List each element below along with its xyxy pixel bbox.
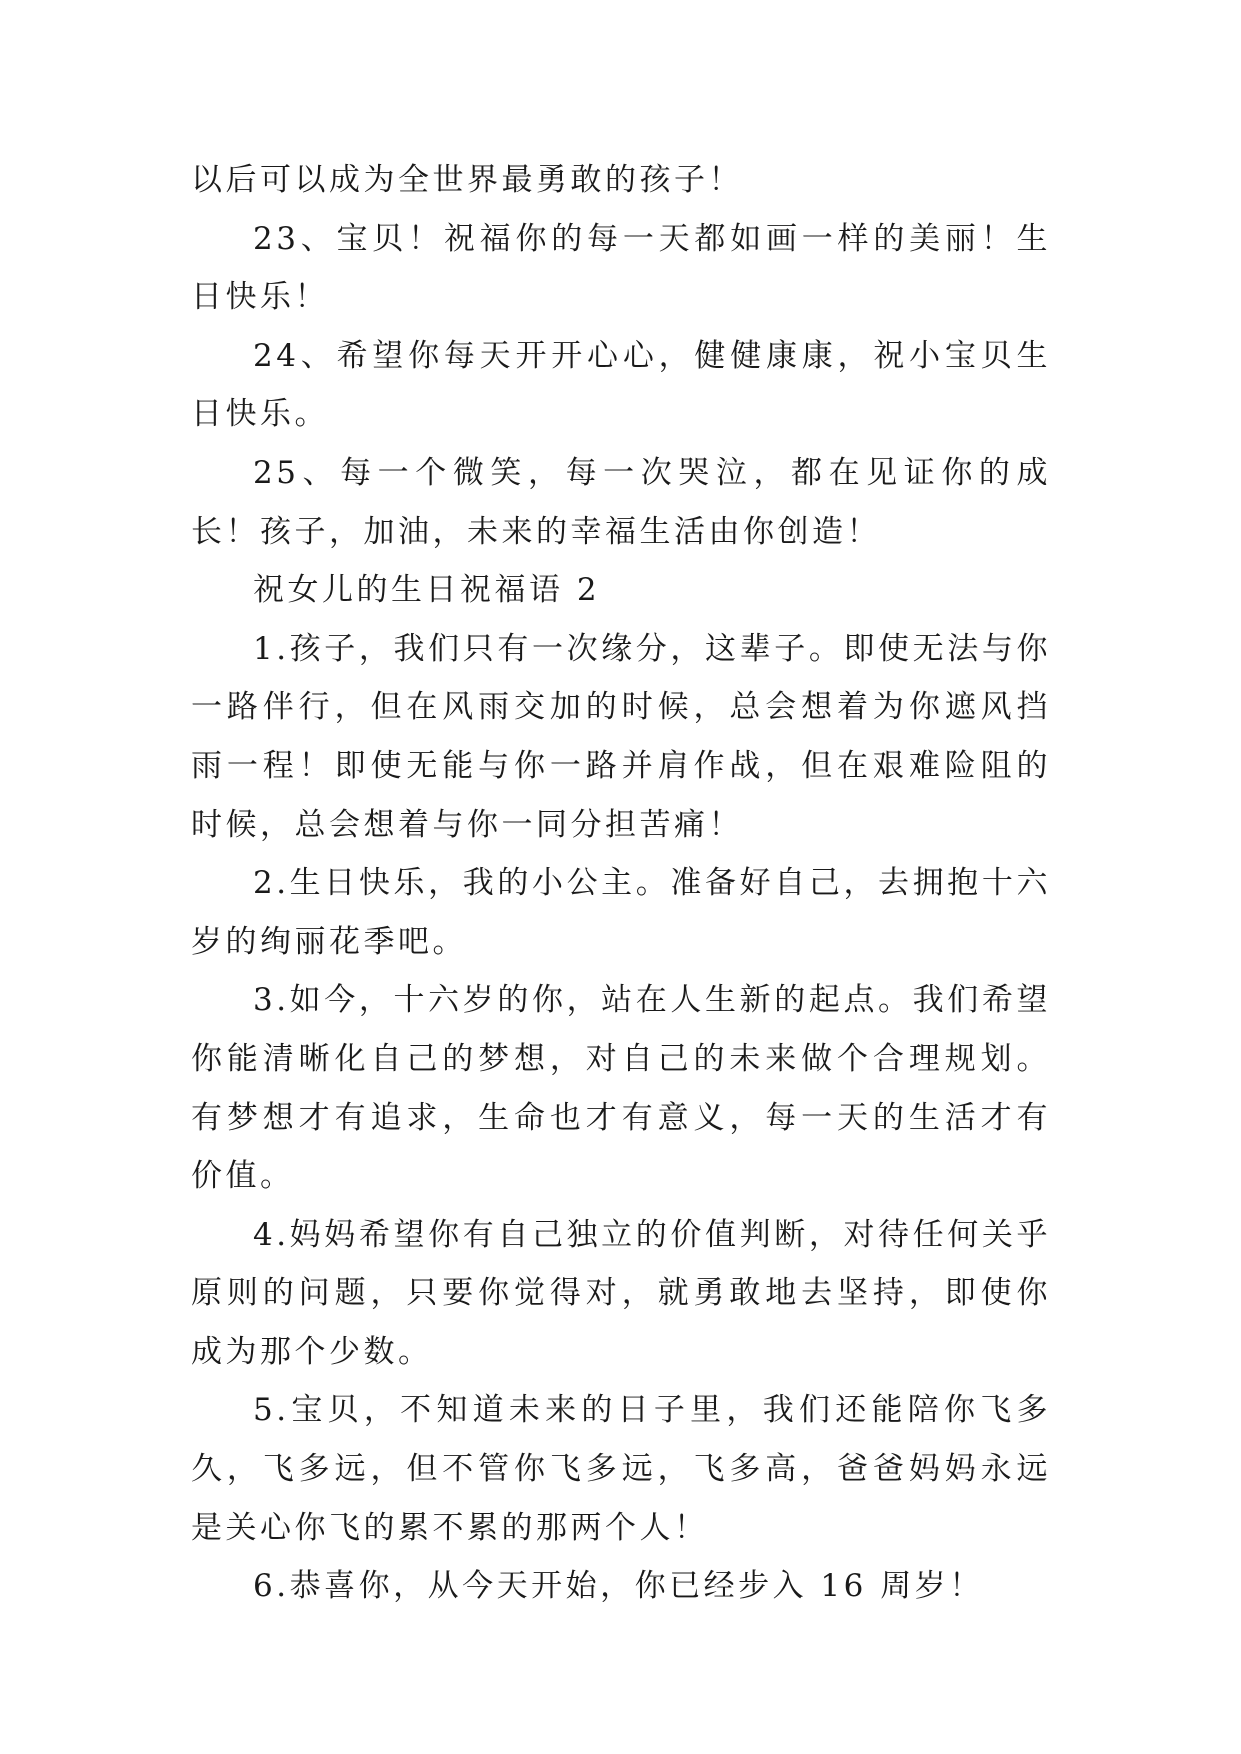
section-heading: 祝女儿的生日祝福语 2 (253, 572, 601, 609)
paragraph-item-3: 3.如今，十六岁的你，站在人生新的起点。我们希望你能清晰化自己的梦想，对自己的未来做个合理规划。有梦想才有追求，生命也才有意义，每一天的生活才有价值。 (191, 982, 1051, 1195)
paragraph-item-6: 6.恭喜你，从今天开始，你已经步入 16 周岁！ (253, 1568, 984, 1605)
paragraph-item-5: 5.宝贝，不知道未来的日子里，我们还能陪你飞多久，飞多远，但不管你飞多远，飞多高，爸爸妈妈永远是关心你飞的累不累的那两个人！ (191, 1392, 1051, 1546)
paragraph-wish-23: 23、宝贝！祝福你的每一天都如画一样的美丽！生日快乐！ (191, 220, 1051, 316)
paragraph-item-4: 4.妈妈希望你有自己独立的价值判断，对待任何关乎原则的问题，只要你觉得对，就勇敢地去坚持，即使你成为那个少数。 (191, 1216, 1051, 1370)
document-body (191, 151, 1051, 1616)
paragraph-item-2: 2.生日快乐，我的小公主。准备好自己，去拥抱十六岁的绚丽花季吧。 (191, 865, 1051, 960)
paragraph-wish-24: 24、希望你每天开开心心，健健康康，祝小宝贝生日快乐。 (191, 337, 1051, 433)
paragraph-wish-25: 25、每一个微笑，每一次哭泣，都在见证你的成长！孩子，加油，未来的幸福生活由你创造！ (191, 454, 1051, 550)
paragraph-continuation: 以后可以成为全世界最勇敢的孩子！ (191, 162, 743, 198)
paragraph-item-1: 1.孩子，我们只有一次缘分，这辈子。即使无法与你一路伴行，但在风雨交加的时候，总会想着为你遮风挡雨一程！即使无能与你一路并肩作战，但在艰难险阻的时候，总会想着与你一同分担苦痛！ (191, 630, 1051, 843)
